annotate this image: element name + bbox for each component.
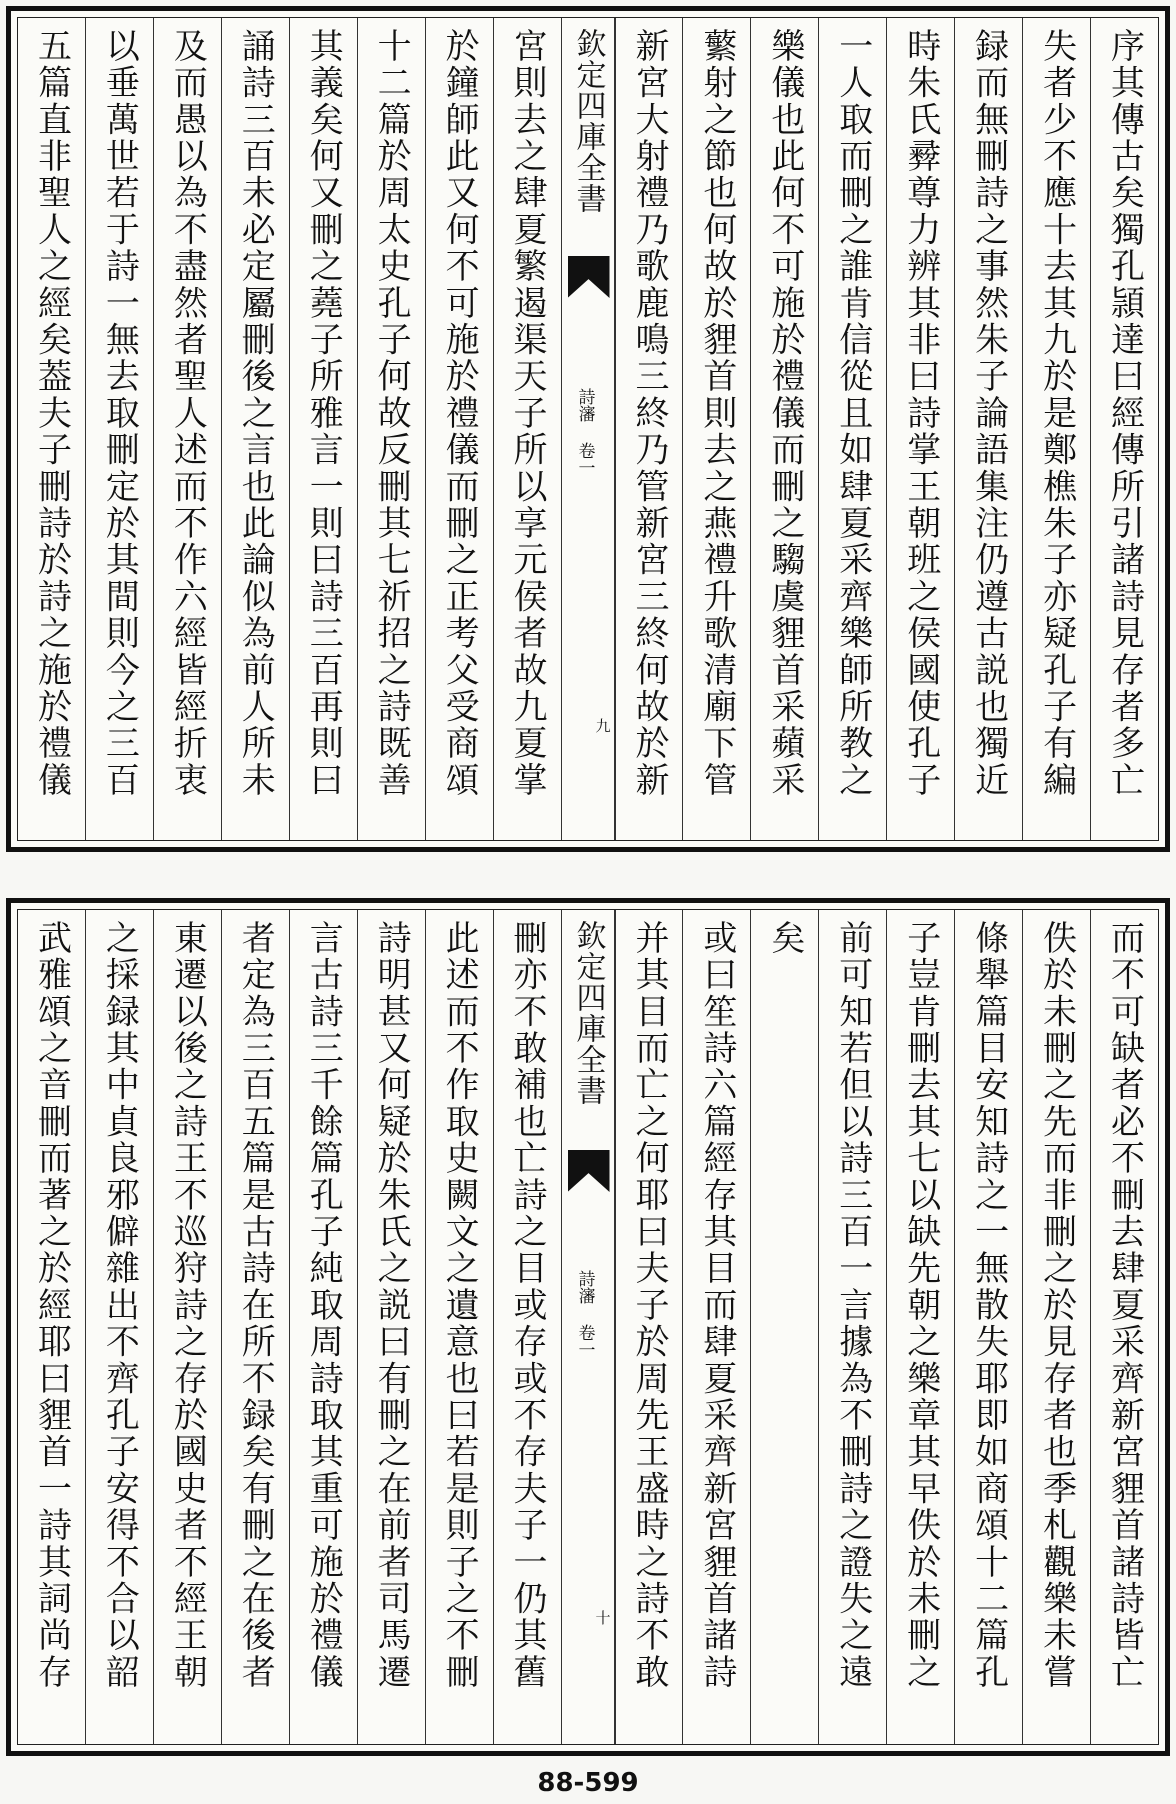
text-column: 并其目而亡之何耶曰夫子於周先王盛時之詩不敢 [615, 910, 683, 1744]
text-column: 以垂萬世若于詩一無去取刪定於其間則今之三百 [85, 18, 153, 840]
text-column: 序其傳古矣獨孔頴達曰經傳所引諸詩見存者多亡 [1090, 18, 1158, 840]
text-column: 此述而不作取史闕文之遺意也曰若是則子之不刪 [425, 910, 493, 1744]
text-column: 五篇直非聖人之經矣葢夫子刪詩於詩之施於禮儀 [31, 28, 72, 799]
center-gutter [561, 18, 615, 840]
page-number: 88-599 [537, 1768, 639, 1798]
top-text-block [17, 17, 1159, 841]
text-column: 刪亦不敢補也亡詩之目或存或不存夫子一仍其舊 [493, 910, 561, 1744]
book-title: 欽定四庫全書 [570, 920, 606, 1106]
text-column: 前可知若但以詩三百一言據為不刪詩之證失之遠 [818, 910, 886, 1744]
bottom-page-panel [6, 898, 1170, 1756]
book-title: 欽定四庫全書 [570, 28, 606, 214]
text-column: 宮則去之肆夏繁遏渠天子所以享元侯者故九夏掌 [493, 18, 561, 840]
text-column: 佚於未刪之先而非刪之於見存者也季札觀樂未嘗 [1022, 910, 1090, 1744]
text-column: 其義矣何又刪之蕘子所雅言一則曰詩三百再則曰 [289, 18, 357, 840]
fishtail-mark-icon [568, 1150, 610, 1192]
bottom-text-block [17, 909, 1159, 1745]
text-column: 時朱氏彛尊力辨其非曰詩掌王朝班之侯國使孔子 [886, 18, 954, 840]
text-column: 而不可缺者必不刪去肆夏采齊新宮貍首諸詩皆亡 [1090, 910, 1158, 1744]
volume-label: 詩瀋 卷一 [574, 388, 595, 476]
text-column: 或曰笙詩六篇經存其目而肆夏采齊新宮貍首諸詩 [682, 910, 750, 1744]
fishtail-mark-icon [568, 256, 610, 298]
text-column: 誦詩三百未必定屬刪後之言也此論似為前人所未 [221, 18, 289, 840]
text-column: 條舉篇目安知詩之一無散失耶即如商頌十二篇孔 [954, 910, 1022, 1744]
volume-label: 詩瀋 卷一 [574, 1270, 595, 1358]
text-column: 於鐘師此又何不可施於禮儀而刪之正考父受商頌 [425, 18, 493, 840]
leaf-number: 十 [593, 1610, 612, 1625]
text-column: 蘩射之節也何故於貍首則去之燕禮升歌清廟下管 [682, 18, 750, 840]
text-column: 武雅頌之音刪而著之於經耶曰貍首一詩其詞尚存 [31, 920, 72, 1691]
text-column: 録而無刪詩之事然朱子論語集注仍遵古説也獨近 [954, 18, 1022, 840]
text-column: 十二篇於周太史孔子何故反刪其七祈招之詩既善 [357, 18, 425, 840]
text-column: 樂儀也此何不可施於禮儀而刪之騶虞貍首采蘋采 [750, 18, 818, 840]
text-column: 東遷以後之詩王不巡狩詩之存於國史者不經王朝 [153, 910, 221, 1744]
text-column: 之採録其中貞良邪僻雜出不齊孔子安得不合以韶 [85, 910, 153, 1744]
text-column: 詩明甚又何疑於朱氏之説曰有刪之在前者司馬遷 [357, 910, 425, 1744]
text-column: 者定為三百五篇是古詩在所不録矣有刪之在後者 [221, 910, 289, 1744]
center-gutter [561, 910, 615, 1744]
text-column: 及而愚以為不盡然者聖人述而不作六經皆經折衷 [153, 18, 221, 840]
text-column: 矣 [750, 910, 818, 1744]
top-page-panel [6, 6, 1170, 852]
leaf-number: 九 [593, 718, 612, 733]
text-column: 子豈肯刪去其七以缺先朝之樂章其早佚於未刪之 [886, 910, 954, 1744]
text-column: 新宮大射禮乃歌鹿鳴三終乃管新宮三終何故於新 [615, 18, 683, 840]
text-column: 一人取而刪之誰肯信從且如肆夏采齊樂師所教之 [818, 18, 886, 840]
text-column: 言古詩三千餘篇孔子純取周詩取其重可施於禮儀 [289, 910, 357, 1744]
text-column: 失者少不應十去其九於是鄭樵朱子亦疑孔子有編 [1022, 18, 1090, 840]
